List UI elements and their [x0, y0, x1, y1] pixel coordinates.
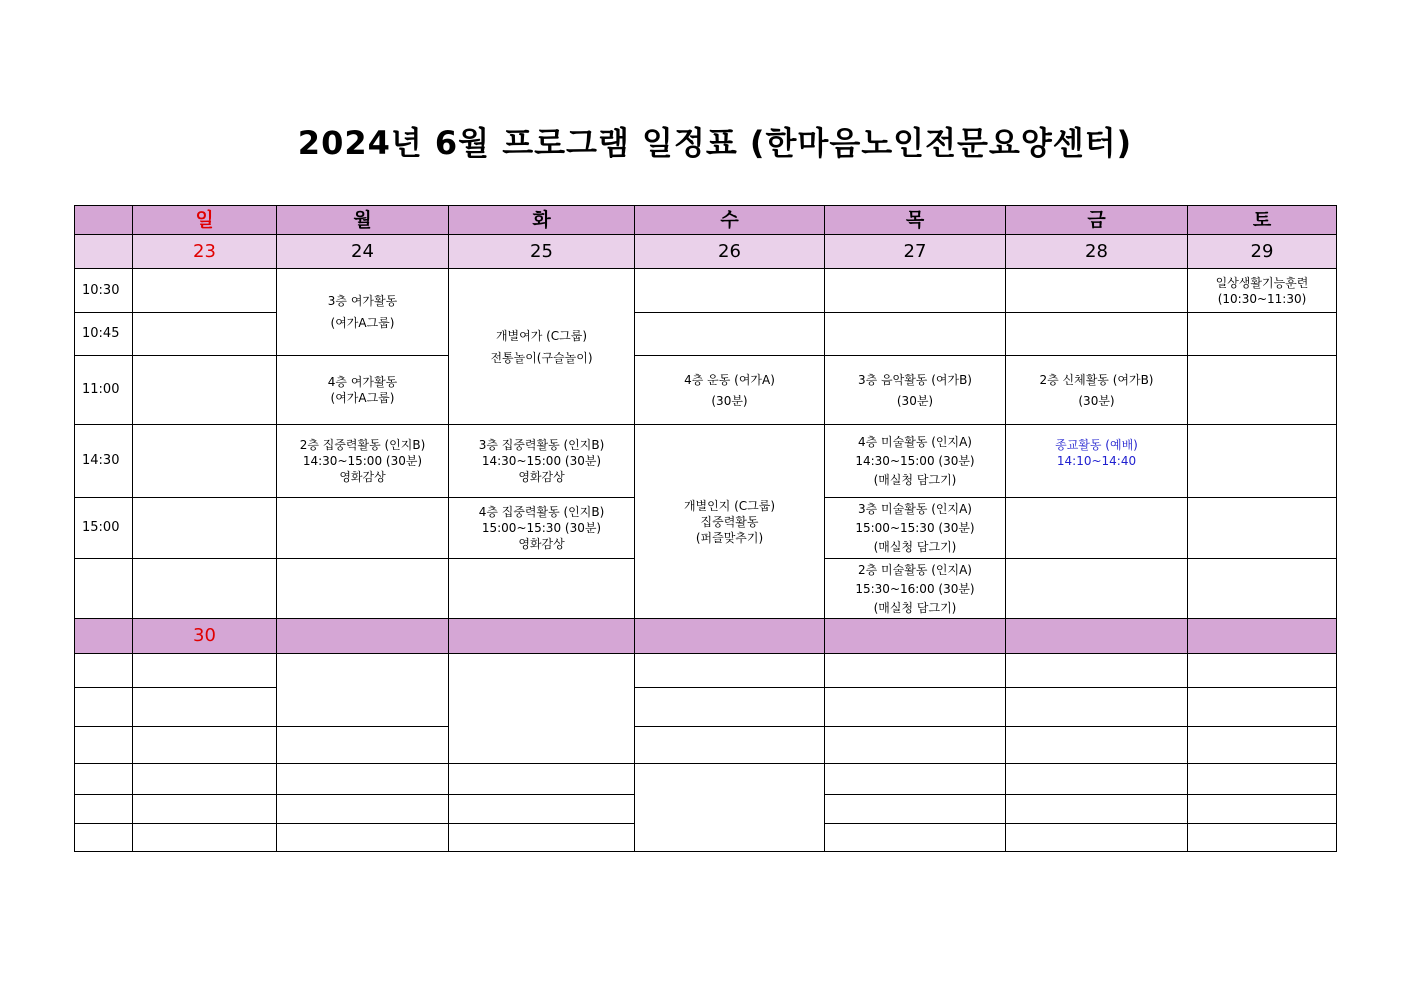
- cell-text: 개별여가 (C그룹): [495, 328, 588, 343]
- cell-empty: [133, 356, 277, 425]
- cell-thu-1500: [825, 498, 1006, 559]
- schedule-table: [74, 205, 1337, 852]
- day-header-tue: 화: [449, 206, 635, 235]
- cell-empty: [1188, 727, 1337, 764]
- cell-empty: [277, 619, 449, 654]
- cell-text: (매실청 담그기): [873, 600, 957, 615]
- cell-text: 영화감상: [339, 470, 386, 484]
- time-label: 15:00: [75, 498, 133, 559]
- cell-empty: [75, 824, 133, 852]
- cell-text: 15:30~16:00 (30분): [855, 581, 975, 596]
- cell-text: (30분): [896, 393, 934, 408]
- cell-thu-1100: [825, 356, 1006, 425]
- cell-empty: [449, 654, 635, 764]
- cell-text: 전통놀이(구슬놀이): [490, 350, 593, 365]
- time-label-empty: [75, 559, 133, 619]
- cell-sat-1030: [1188, 269, 1337, 313]
- cell-empty: [825, 619, 1006, 654]
- cell-empty: [635, 654, 825, 688]
- cell-empty: [133, 498, 277, 559]
- cell-text: 2층 신체활동 (여가B): [1039, 372, 1154, 387]
- day-header-fri: 금: [1006, 206, 1188, 235]
- cell-text: 14:30~15:00 (30분): [855, 454, 975, 468]
- cell-empty: [825, 727, 1006, 764]
- week2-row: [75, 764, 1337, 795]
- cell-empty: [449, 824, 635, 852]
- cell-empty: [1188, 824, 1337, 852]
- cell-text: (10:30~11:30): [1217, 291, 1307, 306]
- cell-empty: [133, 764, 277, 795]
- cell-empty: [635, 269, 825, 313]
- day-header-wed: 수: [635, 206, 825, 235]
- cell-empty: [1188, 313, 1337, 356]
- time-row-1100: [75, 356, 1337, 425]
- cell-text: (여가A그룹): [330, 316, 395, 330]
- weekday-header-row: [75, 206, 1337, 235]
- cell-empty: [75, 688, 133, 727]
- cell-text: 3층 여가활동: [327, 294, 398, 308]
- cell-empty: [277, 727, 449, 764]
- date-sat: 29: [1188, 235, 1337, 269]
- cell-text: 4층 운동 (여가A): [684, 372, 775, 387]
- day-header-thu: 목: [825, 206, 1006, 235]
- cell-empty: [133, 688, 277, 727]
- cell-text: 집중력활동: [700, 514, 759, 529]
- cell-wed-1100: [635, 356, 825, 425]
- cell-tue-1430: [449, 425, 635, 498]
- cell-wed-1430: [635, 425, 825, 619]
- time-label: 10:30: [75, 269, 133, 313]
- cell-empty: [1006, 559, 1188, 619]
- cell-empty: [1188, 795, 1337, 824]
- cell-empty: [277, 824, 449, 852]
- cell-empty: [1006, 727, 1188, 764]
- date-tue: 25: [449, 235, 635, 269]
- cell-empty: [449, 764, 635, 795]
- cell-empty: [1006, 313, 1188, 356]
- cell-empty: [1188, 559, 1337, 619]
- cell-empty: [635, 619, 825, 654]
- cell-empty: [1188, 764, 1337, 795]
- cell-empty: [277, 764, 449, 795]
- cell-text: 일상생활기능훈련: [1215, 275, 1309, 290]
- corner-cell: [75, 206, 133, 235]
- week2-row: [75, 654, 1337, 688]
- cell-empty: [825, 688, 1006, 727]
- cell-empty: [133, 269, 277, 313]
- cell-empty: [133, 559, 277, 619]
- cell-mon-1030: [277, 269, 449, 356]
- cell-empty: [825, 313, 1006, 356]
- cell-empty: [1188, 654, 1337, 688]
- cell-text: (30분): [1078, 393, 1115, 408]
- cell-empty: [825, 269, 1006, 313]
- cell-text: 14:10~14:40: [1056, 454, 1137, 468]
- cell-thu-1430: [825, 425, 1006, 498]
- cell-tue-1030: [449, 269, 635, 425]
- date-thu: 27: [825, 235, 1006, 269]
- day-header-mon: 월: [277, 206, 449, 235]
- cell-empty: [825, 654, 1006, 688]
- date-corner-cell: [75, 235, 133, 269]
- cell-empty: [1188, 425, 1337, 498]
- cell-mon-1100: [277, 356, 449, 425]
- cell-text: 2층 집중력활동 (인지B): [299, 438, 426, 452]
- time-row-1430: [75, 425, 1337, 498]
- cell-empty: [1006, 654, 1188, 688]
- cell-empty: [133, 425, 277, 498]
- cell-text: 영화감상: [518, 537, 565, 551]
- cell-empty: [1188, 356, 1337, 425]
- cell-empty: [75, 654, 133, 688]
- cell-empty: [825, 764, 1006, 795]
- cell-text: (30분): [711, 393, 748, 408]
- cell-empty: [133, 313, 277, 356]
- date-row-week1: [75, 235, 1337, 269]
- cell-empty: [1006, 619, 1188, 654]
- cell-empty: [1188, 619, 1337, 654]
- cell-text: 14:30~15:00 (30분): [302, 454, 423, 468]
- cell-text: (매실청 담그기): [873, 473, 957, 487]
- cell-text: 15:00~15:30 (30분): [481, 521, 602, 535]
- cell-empty: [1006, 795, 1188, 824]
- week2-row: [75, 688, 1337, 727]
- time-row-1045: [75, 313, 1337, 356]
- time-row-1030: [75, 269, 1337, 313]
- cell-text: 종교활동 (예배): [1055, 438, 1138, 452]
- cell-empty: [1006, 498, 1188, 559]
- cell-empty: [1188, 688, 1337, 727]
- cell-empty: [1188, 498, 1337, 559]
- cell-mon-1430: [277, 425, 449, 498]
- time-label: 14:30: [75, 425, 133, 498]
- cell-text: (퍼즐맞추기): [695, 530, 764, 545]
- page-title: 2024년 6월 프로그램 일정표 (한마음노인전문요양센터): [297, 124, 1133, 162]
- cell-empty: [133, 824, 277, 852]
- cell-text: 개별인지 (C그룹): [683, 498, 776, 513]
- cell-empty: [277, 654, 449, 727]
- time-label: 11:00: [75, 356, 133, 425]
- date-row-week2: [75, 619, 1337, 654]
- cell-empty: [1006, 269, 1188, 313]
- cell-text: 4층 여가활동: [327, 375, 398, 389]
- cell-text: 15:00~15:30 (30분): [855, 521, 975, 535]
- cell-fri-1100: [1006, 356, 1188, 425]
- date-sun-week2: 30: [133, 619, 277, 654]
- cell-empty: [277, 559, 449, 619]
- cell-empty: [635, 313, 825, 356]
- cell-text: 2층 미술활동 (인지A): [858, 562, 972, 577]
- cell-empty: [277, 498, 449, 559]
- cell-empty: [635, 688, 825, 727]
- cell-empty: [1006, 824, 1188, 852]
- cell-empty: [75, 795, 133, 824]
- cell-empty: [133, 727, 277, 764]
- day-header-sat: 토: [1188, 206, 1337, 235]
- cell-text: (여가A그룹): [330, 391, 395, 405]
- cell-text: 4층 집중력활동 (인지B): [478, 505, 605, 519]
- cell-empty: [449, 619, 635, 654]
- date-fri: 28: [1006, 235, 1188, 269]
- date-wed: 26: [635, 235, 825, 269]
- day-header-sun: 일: [133, 206, 277, 235]
- cell-empty: [75, 764, 133, 795]
- cell-empty: [449, 795, 635, 824]
- cell-text: (매실청 담그기): [873, 540, 957, 554]
- cell-empty: [1006, 688, 1188, 727]
- cell-tue-1500: [449, 498, 635, 559]
- cell-empty: [825, 824, 1006, 852]
- cell-text: 4층 미술활동 (인지A): [858, 435, 972, 449]
- date-corner-cell: [75, 619, 133, 654]
- cell-empty: [75, 727, 133, 764]
- time-label: 10:45: [75, 313, 133, 356]
- cell-empty: [133, 795, 277, 824]
- cell-empty: [825, 795, 1006, 824]
- cell-thu-1530: [825, 559, 1006, 619]
- cell-empty: [635, 727, 825, 764]
- week2-row: [75, 727, 1337, 764]
- cell-text: 3층 음악활동 (여가B): [857, 372, 972, 387]
- cell-text: 영화감상: [518, 470, 565, 484]
- date-sun: 23: [133, 235, 277, 269]
- cell-empty: [133, 654, 277, 688]
- cell-text: 3층 미술활동 (인지A): [858, 502, 972, 516]
- cell-fri-1430: [1006, 425, 1188, 498]
- date-mon: 24: [277, 235, 449, 269]
- cell-empty: [635, 764, 825, 852]
- cell-text: 14:30~15:00 (30분): [481, 454, 602, 468]
- cell-text: 3층 집중력활동 (인지B): [478, 438, 605, 452]
- cell-empty: [449, 559, 635, 619]
- cell-empty: [1006, 764, 1188, 795]
- cell-empty: [277, 795, 449, 824]
